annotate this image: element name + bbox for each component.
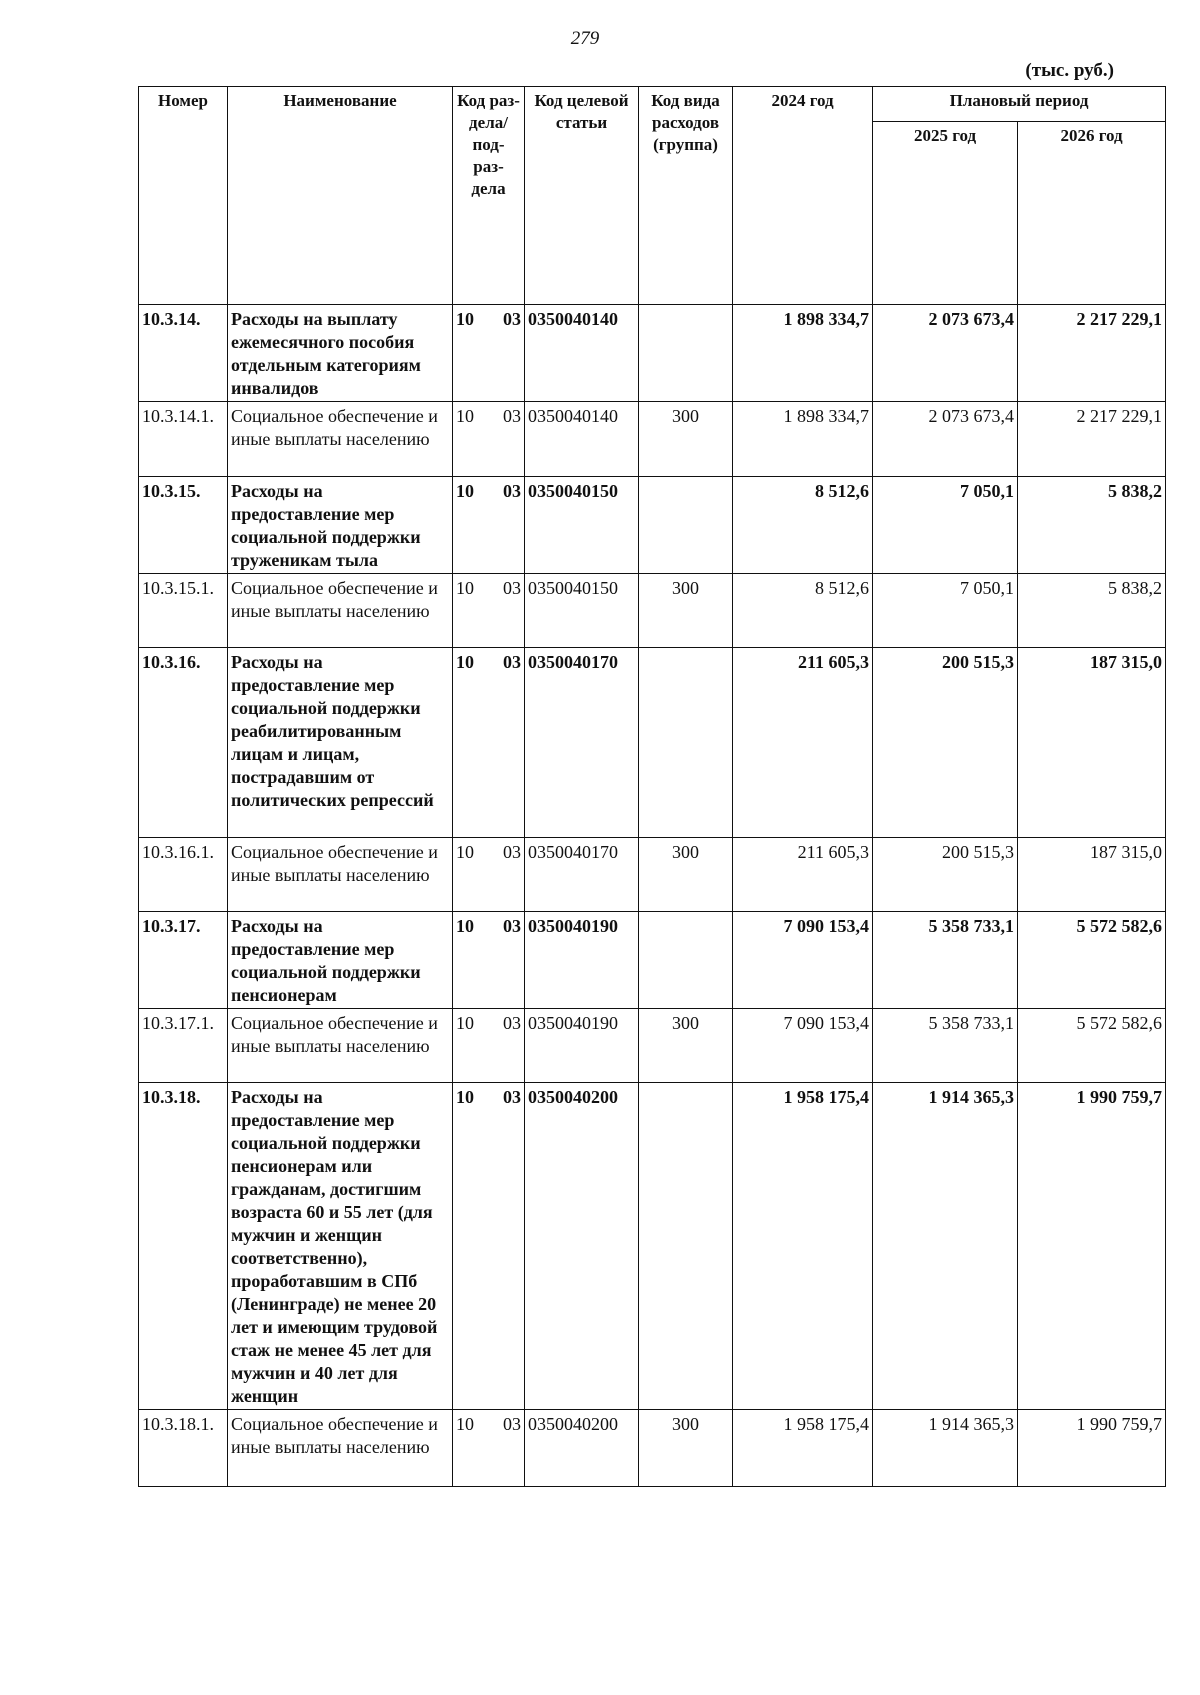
header-planned-period: Плановый период: [873, 87, 1166, 122]
header-year-2026: 2026 год: [1018, 122, 1166, 305]
row-subsection: 03: [491, 402, 525, 477]
row-subsection: 03: [491, 1083, 525, 1410]
row-amount-2026: 2 217 229,1: [1018, 305, 1166, 402]
row-target-code: 0350040140: [525, 305, 639, 402]
row-amount-2025: 200 515,3: [873, 648, 1018, 838]
table-row: [139, 477, 1166, 574]
row-subsection: 03: [491, 1410, 525, 1487]
row-amount-2026: 1 990 759,7: [1018, 1083, 1166, 1410]
units-label: (тыс. руб.): [1025, 60, 1114, 81]
row-section: 10: [453, 477, 491, 574]
row-name: Расходы на предоставление мер социальной поддержки реабилитированным лицам и лицам, пострадавшим от политических репрессий: [228, 648, 453, 838]
row-subsection: 03: [491, 1009, 525, 1083]
row-amount-2025: 2 073 673,4: [873, 402, 1018, 477]
row-name: Расходы на предоставление мер социальной поддержки пенсионерам: [228, 912, 453, 1009]
header-target-code: Код целевой статьи: [525, 87, 639, 305]
row-name: Расходы на выплату ежемесячного пособия отдельным категориям инвалидов: [228, 305, 453, 402]
row-amount-2025: 5 358 733,1: [873, 912, 1018, 1009]
row-amount-2024: 1 958 175,4: [733, 1410, 873, 1487]
row-name: Социальное обеспечение и иные выплаты населению: [228, 838, 453, 912]
table-row: [139, 574, 1166, 648]
row-name: Социальное обеспечение и иные выплаты населению: [228, 1410, 453, 1487]
row-section: 10: [453, 574, 491, 648]
row-number: 10.3.15.: [139, 477, 228, 574]
row-section: 10: [453, 1410, 491, 1487]
row-subsection: 03: [491, 477, 525, 574]
header-number: Номер: [139, 87, 228, 305]
row-target-code: 0350040140: [525, 402, 639, 477]
row-amount-2024: 1 898 334,7: [733, 305, 873, 402]
row-number: 10.3.18.1.: [139, 1410, 228, 1487]
header-section-code: Код раз- дела/ под- раз- дела: [453, 87, 525, 305]
row-target-code: 0350040150: [525, 574, 639, 648]
row-number: 10.3.16.: [139, 648, 228, 838]
row-amount-2024: 211 605,3: [733, 648, 873, 838]
row-subsection: 03: [491, 574, 525, 648]
row-amount-2025: 200 515,3: [873, 838, 1018, 912]
row-section: 10: [453, 1009, 491, 1083]
row-amount-2025: 7 050,1: [873, 574, 1018, 648]
budget-table: [138, 86, 1166, 1487]
row-subsection: 03: [491, 648, 525, 838]
row-section: 10: [453, 305, 491, 402]
row-subsection: 03: [491, 305, 525, 402]
row-expense-kind: 300: [639, 574, 733, 648]
row-subsection: 03: [491, 912, 525, 1009]
table-row: [139, 838, 1166, 912]
row-amount-2024: 8 512,6: [733, 477, 873, 574]
row-name: Социальное обеспечение и иные выплаты населению: [228, 402, 453, 477]
row-amount-2026: 5 838,2: [1018, 477, 1166, 574]
row-section: 10: [453, 1083, 491, 1410]
row-expense-kind: 300: [639, 1410, 733, 1487]
row-amount-2026: 5 572 582,6: [1018, 1009, 1166, 1083]
row-target-code: 0350040170: [525, 838, 639, 912]
row-expense-kind: [639, 648, 733, 838]
table-row: [139, 1083, 1166, 1410]
row-subsection: 03: [491, 838, 525, 912]
row-expense-kind: 300: [639, 402, 733, 477]
row-amount-2026: 2 217 229,1: [1018, 402, 1166, 477]
row-number: 10.3.16.1.: [139, 838, 228, 912]
row-target-code: 0350040170: [525, 648, 639, 838]
page-number: 279: [570, 28, 600, 49]
row-amount-2026: 187 315,0: [1018, 838, 1166, 912]
row-section: 10: [453, 648, 491, 838]
row-number: 10.3.15.1.: [139, 574, 228, 648]
table-row: [139, 402, 1166, 477]
table-row: [139, 648, 1166, 838]
row-amount-2026: 187 315,0: [1018, 648, 1166, 838]
row-number: 10.3.14.: [139, 305, 228, 402]
row-section: 10: [453, 402, 491, 477]
header-name: Наименование: [228, 87, 453, 305]
row-target-code: 0350040190: [525, 1009, 639, 1083]
row-target-code: 0350040150: [525, 477, 639, 574]
table-row: [139, 305, 1166, 402]
row-amount-2024: 8 512,6: [733, 574, 873, 648]
row-amount-2024: 7 090 153,4: [733, 912, 873, 1009]
row-name: Социальное обеспечение и иные выплаты населению: [228, 574, 453, 648]
row-section: 10: [453, 912, 491, 1009]
row-number: 10.3.17.: [139, 912, 228, 1009]
row-amount-2024: 1 958 175,4: [733, 1083, 873, 1410]
row-name: Социальное обеспечение и иные выплаты населению: [228, 1009, 453, 1083]
row-amount-2026: 5 838,2: [1018, 574, 1166, 648]
header-row: [139, 87, 1166, 122]
row-number: 10.3.17.1.: [139, 1009, 228, 1083]
row-expense-kind: 300: [639, 1009, 733, 1083]
row-amount-2025: 1 914 365,3: [873, 1410, 1018, 1487]
row-expense-kind: [639, 305, 733, 402]
row-expense-kind: [639, 477, 733, 574]
row-amount-2025: 1 914 365,3: [873, 1083, 1018, 1410]
row-expense-kind: 300: [639, 838, 733, 912]
row-number: 10.3.14.1.: [139, 402, 228, 477]
row-amount-2024: 7 090 153,4: [733, 1009, 873, 1083]
row-amount-2024: 1 898 334,7: [733, 402, 873, 477]
row-number: 10.3.18.: [139, 1083, 228, 1410]
header-year-2025: 2025 год: [873, 122, 1018, 305]
row-amount-2025: 5 358 733,1: [873, 1009, 1018, 1083]
row-amount-2024: 211 605,3: [733, 838, 873, 912]
row-name: Расходы на предоставление мер социальной поддержки пенсионерам или гражданам, достигшим возраста 60 и 55 лет (для мужчин и женщин соответственно), проработавшим в СПб (Ленинграде) не менее 20 лет и имеющим трудовой стаж не менее 45 лет для мужчин и 40 лет для женщин: [228, 1083, 453, 1410]
row-target-code: 0350040190: [525, 912, 639, 1009]
row-section: 10: [453, 838, 491, 912]
row-amount-2025: 2 073 673,4: [873, 305, 1018, 402]
row-amount-2026: 1 990 759,7: [1018, 1410, 1166, 1487]
row-target-code: 0350040200: [525, 1083, 639, 1410]
row-amount-2026: 5 572 582,6: [1018, 912, 1166, 1009]
row-expense-kind: [639, 1083, 733, 1410]
header-year-2024: 2024 год: [733, 87, 873, 305]
row-target-code: 0350040200: [525, 1410, 639, 1487]
table-row: [139, 912, 1166, 1009]
row-name: Расходы на предоставление мер социальной поддержки труженикам тыла: [228, 477, 453, 574]
table-row: [139, 1410, 1166, 1487]
table-row: [139, 1009, 1166, 1083]
row-amount-2025: 7 050,1: [873, 477, 1018, 574]
header-expense-kind: Код вида расходов (группа): [639, 87, 733, 305]
row-expense-kind: [639, 912, 733, 1009]
